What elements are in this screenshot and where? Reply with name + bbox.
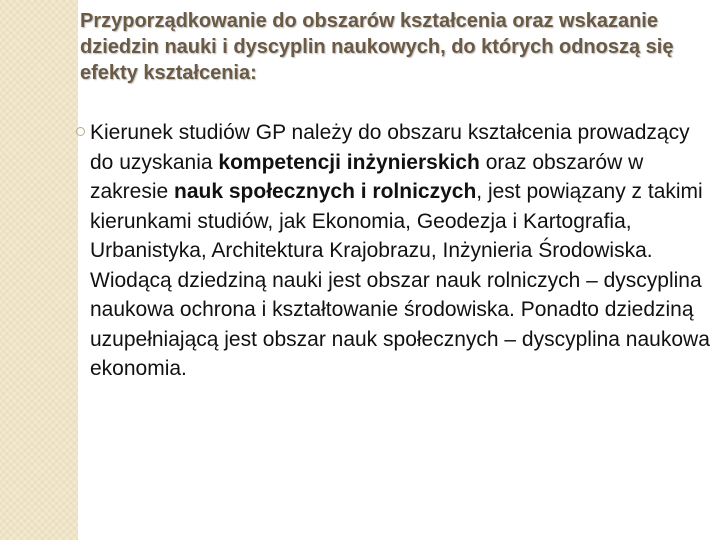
bullet-circle-icon <box>76 127 85 136</box>
bullet-text-part-2: oraz obszarów w zakresie <box>90 150 644 203</box>
bullet-bold-competence: kompetencji inżynierskich <box>218 150 480 174</box>
slide-title: Przyporządkowanie do obszarów kształcenia oraz wskazanie dziedzin nauki i dyscyplin naukowych, do których odnoszą się efekty kształcenia: <box>80 10 674 84</box>
slide-body <box>76 118 716 384</box>
bullet-paragraph <box>90 118 716 384</box>
bullet-bold-sciences: nauk społecznych i rolniczych <box>174 180 477 203</box>
bullet-text-part-3: , jest powiązany z takimi kierunkami studiów, jak Ekonomia, Geodezja i Kartografia, Urbanistyka, Architektura Krajobrazu, Inżynieria Środowiska. Wiodącą dziedziną nauki jest obszar nauk rolniczych – dyscyplina naukowa ochrona i kształtowanie środowiska. Ponadto dziedziną uzupełniającą jest obszar nauk społecznych – dyscyplina naukowa ekonomia. <box>90 180 710 380</box>
decorative-side-strip <box>0 0 78 540</box>
bullet-text-part-1: Kierunek studiów GP należy do obszaru kształcenia prowadzący do uzyskania <box>90 121 690 174</box>
